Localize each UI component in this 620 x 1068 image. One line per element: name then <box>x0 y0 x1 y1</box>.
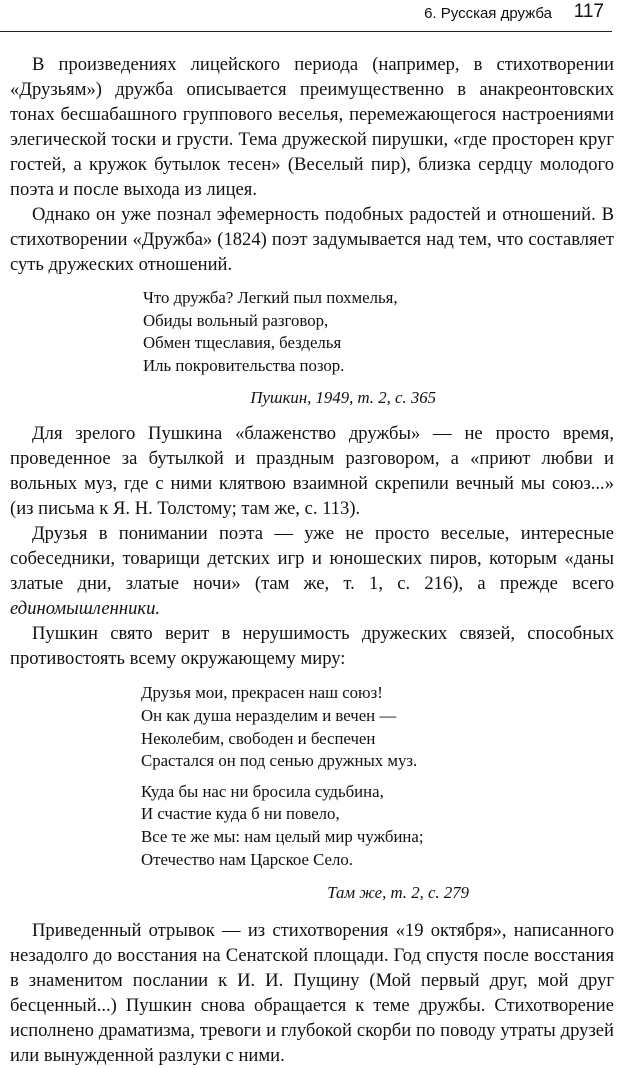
page-number: 117 <box>573 1 604 22</box>
verse-line: Отечество нам Царское Село. <box>141 849 353 869</box>
paragraph-4-text: Друзья в понимании поэта — уже не просто веселые, интересные собеседники, товарищи детских игр и юношеских пиров, которым «даны златые дни, златые ночи» (там же, т. 1, с. 216), а прежде всего <box>10 523 614 595</box>
chapter-title: 6. Русская дружба <box>424 5 552 22</box>
paragraph-6: Приведенный отрывок — из стихотворения «19 октября», написанного незадолго до восстания на Сенатской площади. Год спустя после восстания в знаменитом послании к И. И. Пущину (Мой первый друг, мой друг бесценный...) Пушкин снова обращается к теме дружбы. Стихотворение исполнено драматизма, тревоги и глубокой скорби по поводу утраты друзей или вынужденной разлуки с ними. <box>10 920 614 1067</box>
poem-citation: Пушкин, 1949, т. 2, с. 365 <box>250 388 436 408</box>
verse-line: Друзья мои, прекрасен наш союз! <box>141 683 383 703</box>
verse-line: Неколебим, свободен и беспечен <box>141 728 376 748</box>
poem-october-19 <box>141 682 614 871</box>
verse-line: Обиды вольный разговор, <box>143 310 329 330</box>
header-rule <box>0 31 612 32</box>
verse-line: И счастие куда б ни повело, <box>141 804 340 824</box>
verse-line: Куда бы нас ни бросила судьбина, <box>141 781 384 801</box>
verse-line: Все те же мы: нам целый мир чужбина; <box>141 826 424 846</box>
poem-citation: Там же, т. 2, с. 279 <box>327 883 469 903</box>
verse-line: Он как душа неразделим и вечен — <box>141 705 397 725</box>
verse-line: Иль покровительства позор. <box>143 355 345 375</box>
emphasized-term: единомышленники. <box>10 598 161 620</box>
verse-line: Обмен тщеславия, безделья <box>143 333 342 353</box>
paragraph-4 <box>10 521 614 621</box>
stanza-break <box>141 773 614 781</box>
paragraph-2: Однако он уже познал эфемерность подобных радостей и отношений. В стихотворении «Дружба» (1824) поэт задумывается над тем, что составляет суть дружеских отношений. <box>10 204 614 275</box>
poem-friendship <box>143 287 614 377</box>
paragraph-3: Для зрелого Пушкина «блаженство дружбы» — не просто время, проведенное за бутылкой и праздным разговором, а «приют любви и вольных муз, где с ними клятвою взаимной скрепили вечный мы союз...» (из письма к Я. Н. Толстому; там же, с. 113). <box>10 423 614 520</box>
verse-line: Что дружба? Легкий пыл похмелья, <box>143 288 398 307</box>
paragraph-1: В произведениях лицейского периода (например, в стихотворении «Друзьям») дружба описывается преимущественно в анакреонтовских тонах бесшабашного группового веселья, перемежающегося настроениями элегической тоски и грусти. Тема дружеской пирушки, «где просторен круг гостей, а кружок бутылок тесен» (Веселый пир), близка сердцу молодого поэта и после выхода из лицея. <box>10 54 614 200</box>
body-text <box>10 52 614 1068</box>
verse-line: Срастался он под сенью дружных муз. <box>141 751 418 771</box>
running-head <box>0 0 612 30</box>
paragraph-5: Пушкин свято верит в нерушимость дружеских связей, способных противостоять всему окружающему миру: <box>10 623 614 670</box>
